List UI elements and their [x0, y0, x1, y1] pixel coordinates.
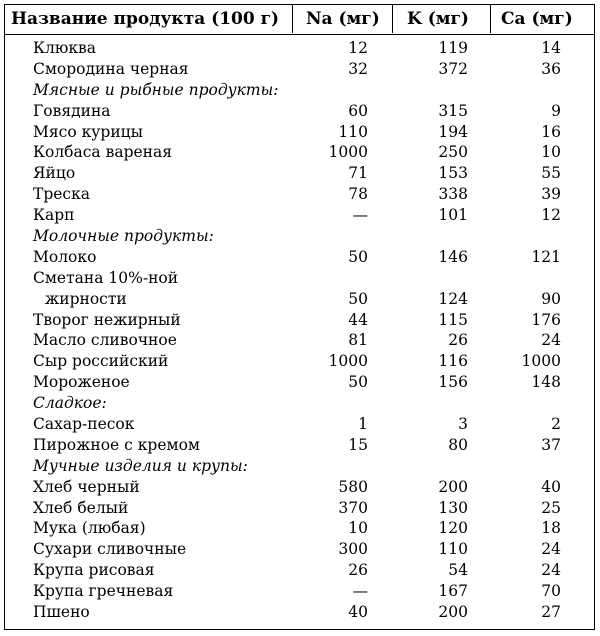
product-name: Мука (любая) [33, 519, 146, 538]
product-name: Крупа рисовая [33, 561, 155, 580]
table-row [5, 602, 594, 623]
table-row [5, 330, 594, 351]
sodium-value: 40 [348, 603, 368, 622]
potassium-value: 315 [438, 101, 468, 120]
calcium-value: 25 [541, 498, 561, 517]
potassium-value: 120 [438, 519, 468, 538]
potassium-value: 119 [438, 39, 468, 57]
calcium-value: 18 [541, 519, 561, 538]
table-row [5, 560, 594, 581]
sodium-value: 110 [338, 122, 368, 141]
calcium-value: 39 [541, 185, 561, 204]
category-label: Мучные изделия и крупы: [33, 456, 248, 475]
calcium-value: 40 [541, 477, 561, 496]
sodium-value: 1000 [328, 143, 368, 162]
product-name: Пирожное с кремом [33, 435, 200, 454]
header-calcium: Ca (мг) [501, 9, 573, 29]
sodium-value: — [352, 206, 368, 225]
potassium-value: 156 [438, 373, 468, 392]
potassium-value: 110 [438, 540, 468, 559]
category-row [5, 80, 594, 101]
table-row [5, 38, 594, 59]
category-label: Молочные продукты: [33, 227, 214, 246]
potassium-value: 167 [438, 582, 468, 601]
header-product-name: Название продукта (100 г) [11, 9, 280, 29]
potassium-value: 124 [438, 289, 468, 308]
potassium-value: 146 [438, 247, 468, 266]
potassium-value: 54 [448, 561, 468, 580]
sodium-value: 60 [348, 101, 368, 120]
table-row [5, 247, 594, 268]
potassium-value: 200 [438, 477, 468, 496]
table-row [5, 59, 594, 80]
calcium-value: 121 [531, 247, 561, 266]
table-row [5, 101, 594, 122]
category-row [5, 456, 594, 477]
potassium-value: 80 [448, 435, 468, 454]
potassium-value: 116 [438, 352, 468, 371]
potassium-value: 250 [438, 143, 468, 162]
product-name: Клюква [33, 39, 96, 57]
product-name: Яйцо [33, 164, 76, 183]
potassium-value: 372 [438, 59, 468, 78]
potassium-value: 200 [438, 603, 468, 622]
sodium-value: — [352, 582, 368, 601]
calcium-value: 12 [541, 206, 561, 225]
table-body [5, 38, 594, 623]
calcium-value: 176 [531, 310, 561, 329]
potassium-value: 130 [438, 498, 468, 517]
table-row [5, 310, 594, 331]
calcium-value: 24 [541, 331, 561, 350]
table-row [5, 142, 594, 163]
potassium-value: 3 [458, 415, 468, 434]
product-name: Пшено [33, 603, 90, 622]
column-divider [292, 5, 293, 33]
sodium-value: 1 [358, 415, 368, 434]
product-name: Говядина [33, 101, 111, 120]
sodium-value: 50 [348, 289, 368, 308]
table-row [5, 289, 594, 310]
calcium-value: 14 [541, 39, 561, 57]
sodium-value: 50 [348, 247, 368, 266]
calcium-value: 148 [531, 373, 561, 392]
sodium-value: 26 [348, 561, 368, 580]
calcium-value: 90 [541, 289, 561, 308]
calcium-value: 70 [541, 582, 561, 601]
product-name: Смородина черная [33, 59, 189, 78]
table-row [5, 122, 594, 143]
product-name: Хлеб белый [33, 498, 129, 517]
table-row [5, 518, 594, 539]
calcium-value: 27 [541, 603, 561, 622]
sodium-value: 10 [348, 519, 368, 538]
column-divider [490, 5, 491, 33]
potassium-value: 194 [438, 122, 468, 141]
sodium-value: 1000 [328, 352, 368, 371]
sodium-value: 370 [338, 498, 368, 517]
product-name: Сухари сливочные [33, 540, 187, 559]
table-row [5, 351, 594, 372]
sodium-value: 44 [348, 310, 368, 329]
potassium-value: 153 [438, 164, 468, 183]
sodium-value: 300 [338, 540, 368, 559]
product-name: Творог нежирный [33, 310, 181, 329]
product-name: Молоко [33, 247, 97, 266]
sodium-value: 50 [348, 373, 368, 392]
product-name: Сахар-песок [33, 415, 135, 434]
sodium-value: 580 [338, 477, 368, 496]
product-name: Треска [33, 185, 91, 204]
product-name: Сметана 10%-ной [33, 268, 179, 287]
calcium-value: 37 [541, 435, 561, 454]
table-row [5, 184, 594, 205]
table-row [5, 414, 594, 435]
table-row [5, 581, 594, 602]
sodium-value: 15 [348, 435, 368, 454]
sodium-value: 78 [348, 185, 368, 204]
product-name: Масло сливочное [33, 331, 177, 350]
potassium-value: 26 [448, 331, 468, 350]
product-name: Карп [33, 206, 75, 225]
sodium-value: 32 [348, 59, 368, 78]
table-row [5, 539, 594, 560]
potassium-value: 338 [438, 185, 468, 204]
category-row [5, 226, 594, 247]
table-header [5, 5, 594, 35]
product-name: Хлеб черный [33, 477, 140, 496]
category-label: Сладкое: [33, 394, 107, 413]
potassium-value: 115 [438, 310, 468, 329]
sodium-value: 71 [348, 164, 368, 183]
calcium-value: 2 [551, 415, 561, 434]
potassium-value: 101 [438, 206, 468, 225]
table-row [5, 435, 594, 456]
header-sodium: Na (мг) [306, 9, 380, 29]
product-name: Сыр российский [33, 352, 169, 371]
product-name: Крупа гречневая [33, 582, 174, 601]
table-row [5, 477, 594, 498]
sodium-value: 12 [348, 39, 368, 57]
category-row [5, 393, 594, 414]
table-row [5, 163, 594, 184]
calcium-value: 9 [551, 101, 561, 120]
header-potassium: K (мг) [407, 9, 469, 29]
product-name: Мясо курицы [33, 122, 143, 141]
table-row [5, 498, 594, 519]
column-divider [392, 5, 393, 33]
sodium-value: 81 [348, 331, 368, 350]
category-label: Мясные и рыбные продукты: [33, 80, 279, 99]
calcium-value: 24 [541, 540, 561, 559]
product-name: Колбаса вареная [33, 143, 173, 162]
table-row [5, 205, 594, 226]
calcium-value: 1000 [521, 352, 561, 371]
calcium-value: 10 [541, 143, 561, 162]
product-name: жирности [45, 289, 127, 308]
table-row [5, 372, 594, 393]
calcium-value: 55 [541, 164, 561, 183]
nutrient-table [4, 4, 595, 630]
calcium-value: 36 [541, 59, 561, 78]
table-row [5, 268, 594, 289]
calcium-value: 16 [541, 122, 561, 141]
calcium-value: 24 [541, 561, 561, 580]
product-name: Мороженое [33, 373, 130, 392]
